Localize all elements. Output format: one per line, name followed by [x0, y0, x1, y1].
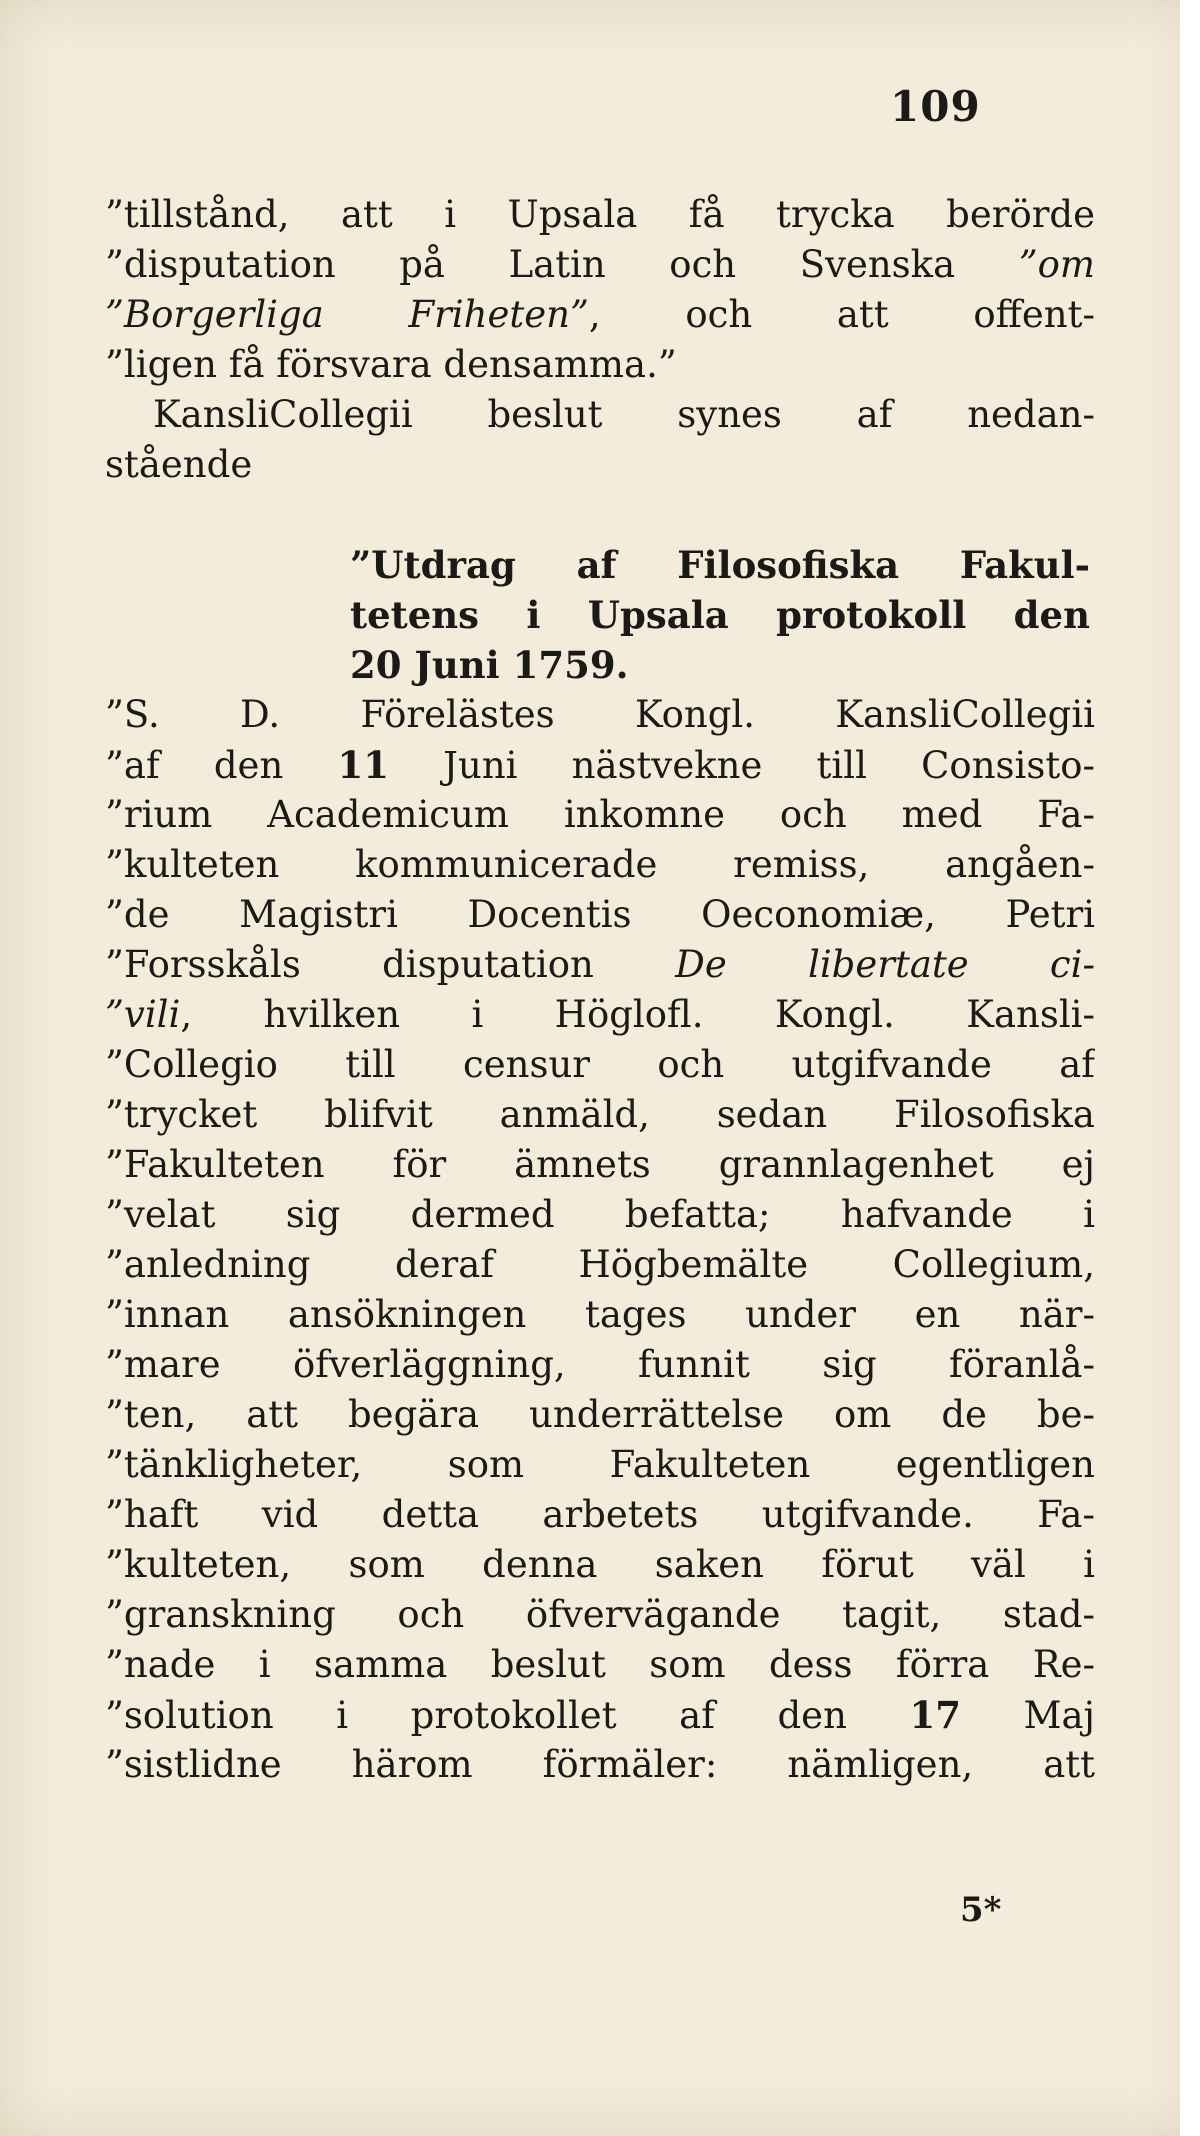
text-line: ”ten, att begära underrättelse om de be-	[105, 1393, 1095, 1436]
text-line: tetens i Upsala protokoll den	[350, 593, 1090, 637]
text-line: ”S. D. Förelästes Kongl. KansliCollegii	[105, 693, 1095, 736]
text-line: ”haft vid detta arbetets utgifvande. Fa-	[105, 1493, 1095, 1536]
text-line: stående	[105, 443, 253, 486]
text-line: ”kulteten, som denna saken förut väl i	[105, 1543, 1095, 1586]
intro-paragraph	[105, 190, 1095, 490]
page-number: 109	[890, 82, 981, 131]
text-line: ”kulteten kommunicerade remiss, angåen-	[105, 843, 1095, 886]
text-line: ”mare öfverläggning, funnit sig föranlå-	[105, 1343, 1095, 1386]
text-line: ”disputation på Latin och Svenska ”om	[105, 243, 1095, 286]
text-line: ”Forsskåls disputation De libertate ci-	[105, 943, 1095, 986]
text-line: ”ligen få försvara densamma.”	[105, 343, 677, 386]
text-line: KansliCollegii beslut synes af nedan-	[153, 393, 1095, 436]
text-line: ”af den 11 Juni nästvekne till Consisto-	[105, 743, 1095, 787]
excerpt-heading	[350, 540, 1090, 690]
text-line: ”Collegio till censur och utgifvande af	[105, 1043, 1095, 1086]
text-line: ”granskning och öfvervägande tagit, stad-	[105, 1593, 1095, 1636]
text-line: ”anledning deraf Högbemälte Collegium,	[105, 1243, 1095, 1286]
text-line: ”Borgerliga Friheten”, och att offent-	[105, 293, 1095, 336]
italic-title: ”Borgerliga Friheten”	[105, 293, 589, 336]
text-line: ”innan ansökningen tages under en när-	[105, 1293, 1095, 1336]
text-line: ”nade i samma beslut som dess förra Re-	[105, 1643, 1095, 1686]
text-line: ”Fakulteten för ämnets grannlagenhet ej	[105, 1143, 1095, 1186]
text-line: 20 Juni 1759.	[350, 643, 629, 687]
text-line: ”rium Academicum inkomne och med Fa-	[105, 793, 1095, 836]
text-line: ”solution i protokollet af den 17 Maj	[105, 1693, 1095, 1737]
signature-mark: 5*	[960, 1890, 1002, 1930]
text-line: ”vili, hvilken i Höglofl. Kongl. Kansli-	[105, 993, 1095, 1036]
italic-text: ”om	[1018, 243, 1095, 286]
text-line: ”tillstånd, att i Upsala få trycka berörde	[105, 193, 1095, 236]
text-line: ”trycket blifvit anmäld, sedan Filosofiska	[105, 1093, 1095, 1136]
text-line: ”sistlidne härom förmäler: nämligen, att	[105, 1743, 1095, 1786]
scan-margin	[1180, 0, 1200, 2136]
body-paragraph	[105, 690, 1095, 1790]
text-line: ”velat sig dermed befatta; hafvande i	[105, 1193, 1095, 1236]
text-line: ”tänkligheter, som Fakulteten egentligen	[105, 1443, 1095, 1486]
text-line: ”de Magistri Docentis Oeconomiæ, Petri	[105, 893, 1095, 936]
text-line: ”Utdrag af Filosofiska Fakul-	[350, 543, 1090, 587]
